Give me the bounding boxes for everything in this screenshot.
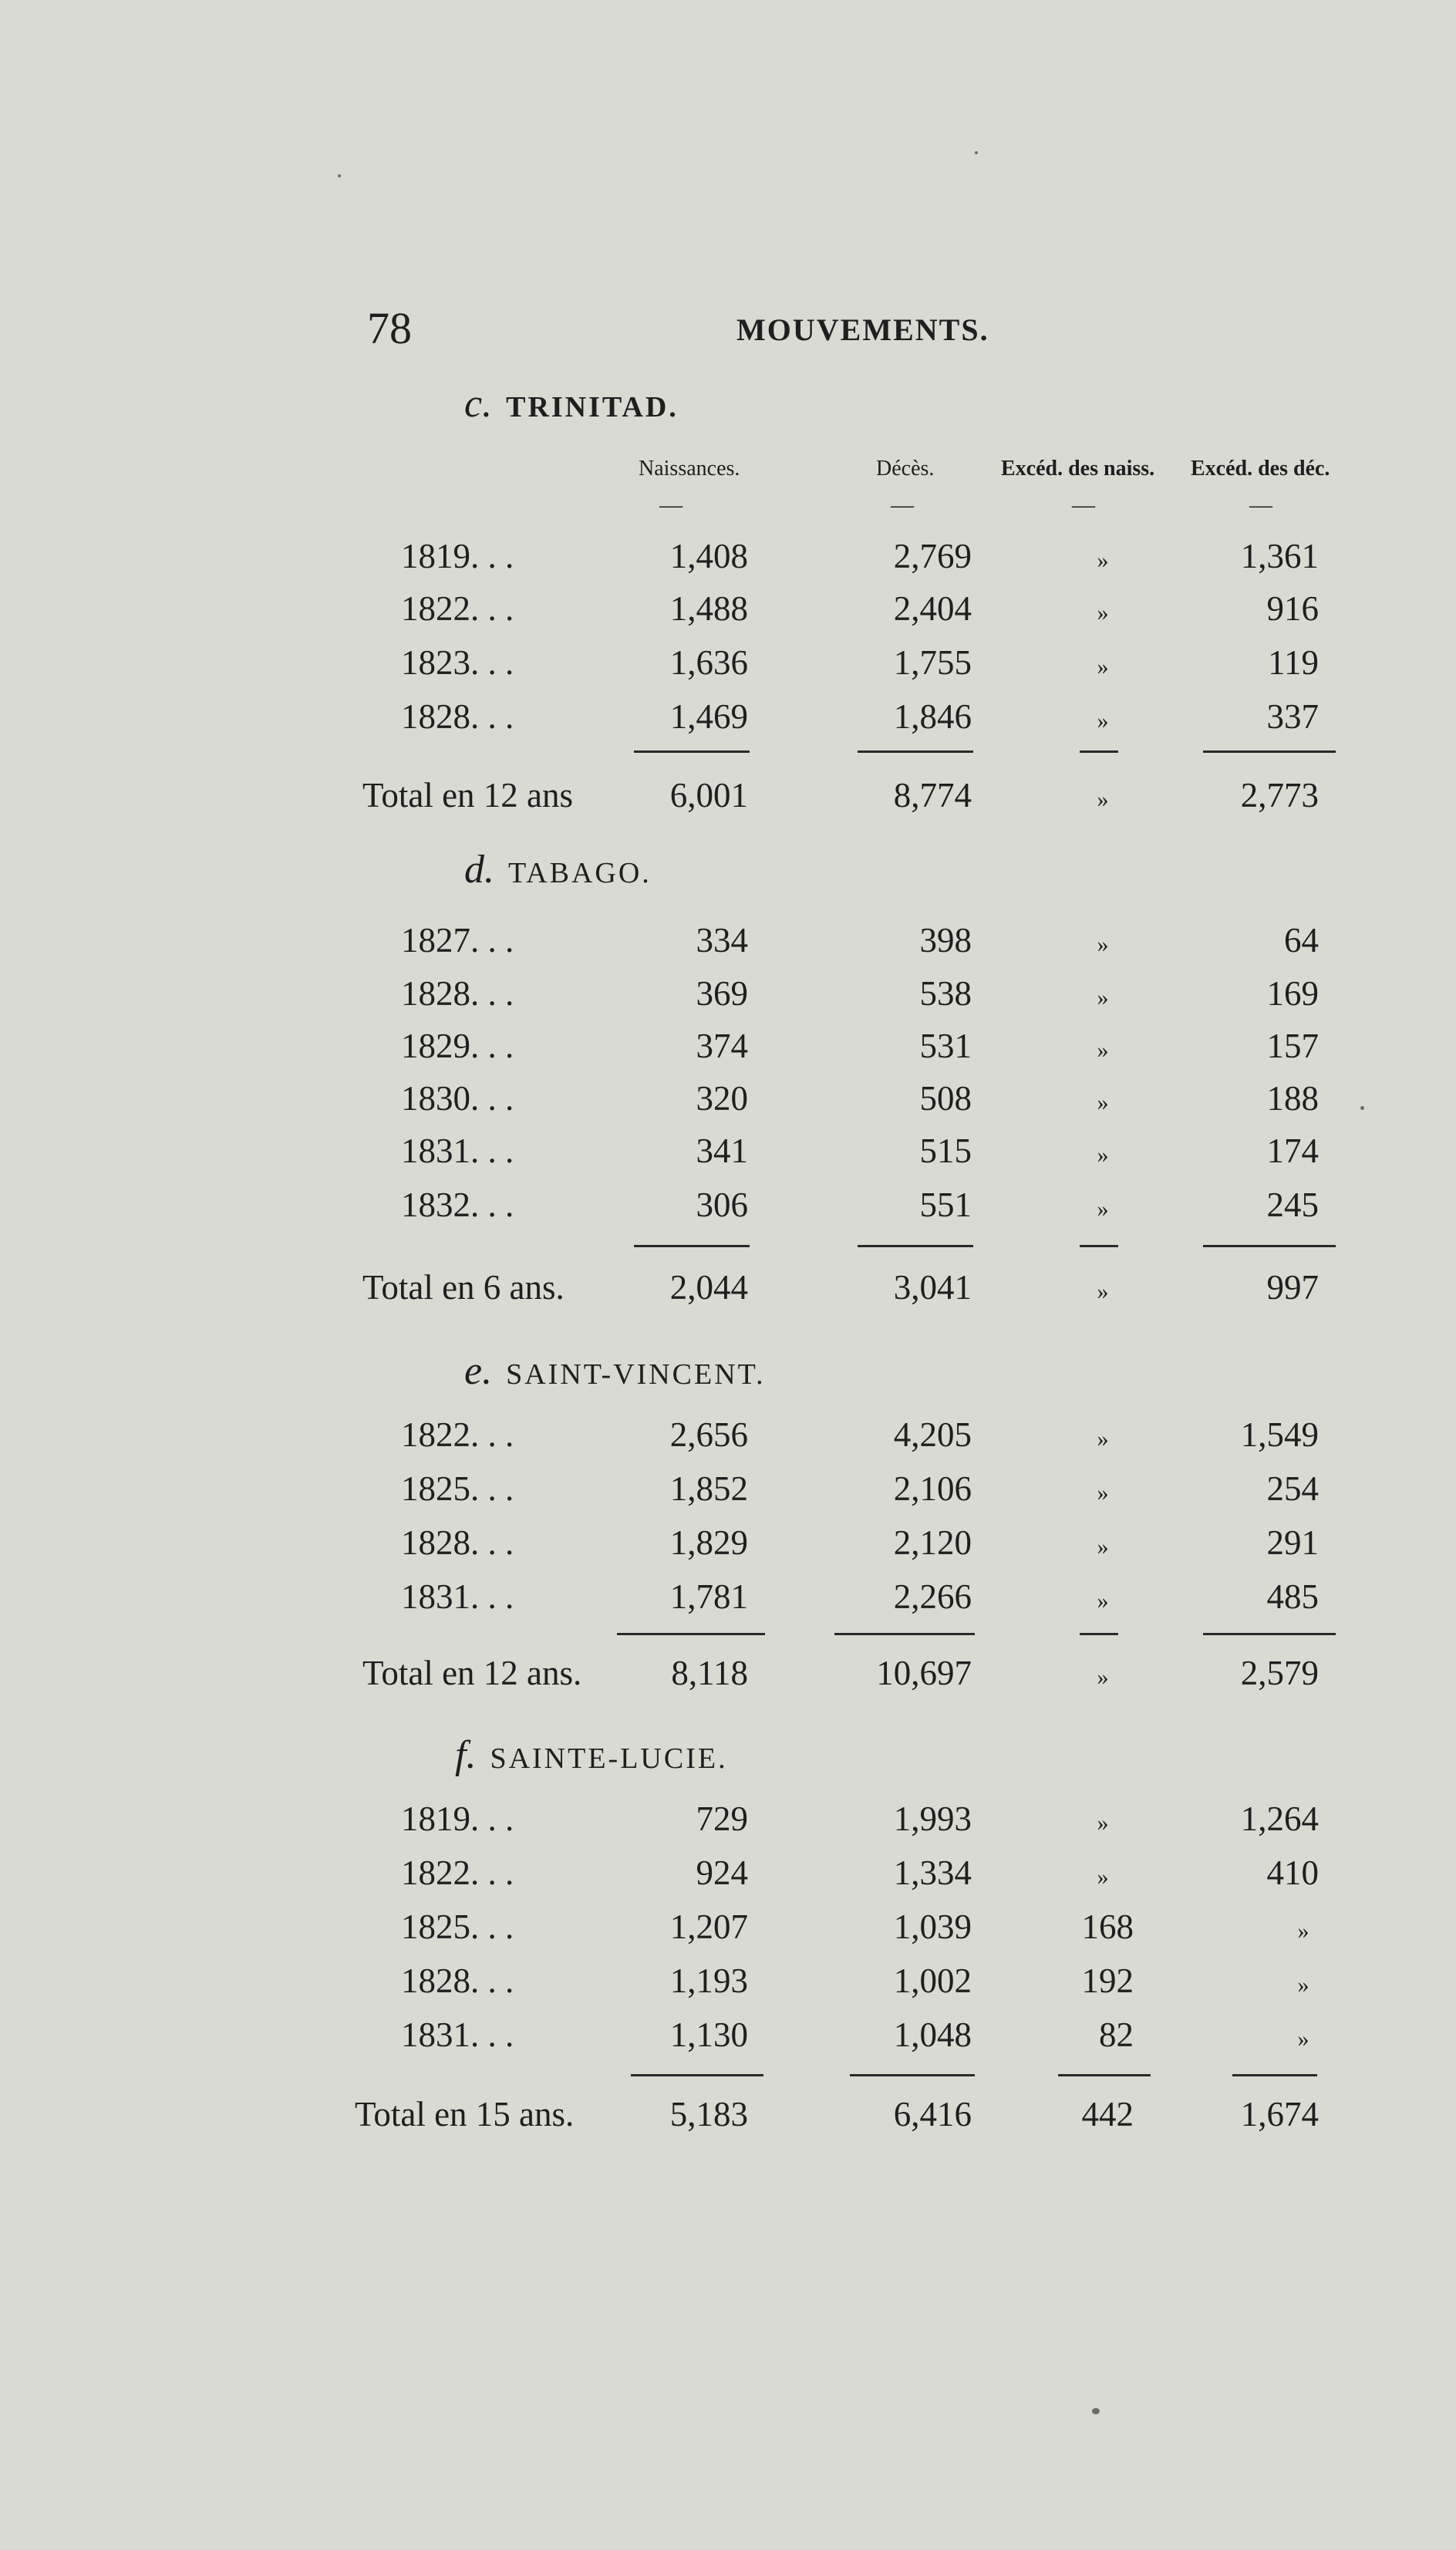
births-cell: 334 [696, 921, 748, 960]
sum-rule [1080, 1633, 1118, 1635]
excess-deaths-cell: 245 [1266, 1186, 1319, 1224]
year-cell: 1830. . . [401, 1079, 514, 1118]
deaths-cell: 2,404 [893, 589, 972, 628]
paper-speck [1360, 1106, 1364, 1110]
year-cell: 1823. . . [401, 643, 514, 682]
deaths-cell: 4,205 [893, 1415, 972, 1454]
excess-deaths-total: 2,579 [1240, 1654, 1319, 1692]
excess-births-cell: » [1097, 548, 1109, 573]
excess-births-total: 442 [1081, 2095, 1134, 2133]
excess-births-cell: » [1097, 1480, 1109, 1506]
births-cell: 1,207 [669, 1907, 748, 1946]
births-cell: 374 [696, 1027, 748, 1065]
excess-deaths-cell: 485 [1266, 1577, 1319, 1616]
excess-deaths-cell: 254 [1266, 1469, 1319, 1508]
section-heading-saint-vincent [464, 1348, 766, 1394]
section-heading-trinitad [464, 381, 679, 427]
excess-births-cell: 192 [1081, 1961, 1134, 2000]
births-cell: 1,636 [669, 643, 748, 682]
deaths-cell: 1,048 [893, 2015, 972, 2054]
excess-deaths-cell: » [1297, 2026, 1309, 2052]
excess-deaths-total: 2,773 [1240, 776, 1319, 815]
excess-deaths-cell: » [1297, 1918, 1309, 1944]
running-head: MOUVEMENTS. [736, 312, 989, 347]
deaths-cell: 538 [919, 974, 972, 1013]
total-label: Total en 12 ans [362, 776, 574, 815]
total-label: Total en 15 ans. [355, 2095, 575, 2133]
deaths-total: 8,774 [893, 776, 972, 815]
year-cell: 1828. . . [401, 697, 514, 736]
deaths-cell: 1,846 [893, 697, 972, 736]
paper-speck [975, 151, 978, 154]
deaths-cell: 2,120 [893, 1523, 972, 1562]
deaths-total: 3,041 [893, 1268, 972, 1307]
excess-births-cell: » [1097, 1588, 1109, 1614]
excess-births-total: » [1097, 1279, 1109, 1304]
section-heading-sainte-lucie [455, 1732, 728, 1778]
year-cell: 1832. . . [401, 1186, 514, 1224]
year-cell: 1825. . . [401, 1469, 514, 1508]
deaths-total: 6,416 [893, 2095, 972, 2133]
excess-births-total: » [1097, 1665, 1109, 1690]
section-letter: e. [464, 1349, 493, 1393]
year-cell: 1822. . . [401, 1415, 514, 1454]
excess-births-cell: » [1097, 1196, 1109, 1222]
section-name: SAINTE-LUCIE. [490, 1742, 728, 1775]
births-total: 5,183 [669, 2095, 748, 2133]
sum-rule [858, 750, 973, 753]
births-cell: 1,781 [669, 1577, 748, 1616]
excess-deaths-cell: 188 [1266, 1079, 1319, 1118]
deaths-cell: 1,039 [893, 1907, 972, 1946]
excess-deaths-cell: 119 [1268, 643, 1319, 682]
births-cell: 320 [696, 1079, 748, 1118]
deaths-cell: 508 [919, 1079, 972, 1118]
births-cell: 306 [696, 1186, 748, 1224]
excess-deaths-cell: 174 [1266, 1132, 1319, 1170]
section-letter: c. [464, 382, 493, 426]
excess-deaths-cell: 1,264 [1240, 1800, 1319, 1838]
sum-rule [834, 1633, 975, 1635]
excess-births-cell: » [1097, 1090, 1109, 1115]
column-dash: — [891, 492, 914, 518]
excess-births-cell: » [1097, 1810, 1109, 1836]
births-total: 2,044 [669, 1268, 748, 1307]
deaths-cell: 2,769 [893, 537, 972, 575]
excess-births-cell: » [1097, 1534, 1109, 1560]
column-dash: — [659, 492, 682, 518]
excess-births-cell: 168 [1081, 1907, 1134, 1946]
births-cell: 1,130 [669, 2015, 748, 2054]
sum-rule [1080, 750, 1118, 753]
sum-rule [1203, 750, 1336, 753]
sum-rule [850, 2074, 975, 2076]
deaths-cell: 1,755 [893, 643, 972, 682]
births-total: 6,001 [669, 776, 748, 815]
sum-rule [1203, 1245, 1336, 1247]
page-number: 78 [367, 303, 412, 353]
year-cell: 1831. . . [401, 1132, 514, 1170]
year-cell: 1827. . . [401, 921, 514, 960]
section-heading-tabago [464, 847, 652, 892]
births-cell: 1,469 [669, 697, 748, 736]
excess-deaths-cell: 157 [1266, 1027, 1319, 1065]
excess-births-total: » [1097, 787, 1109, 812]
deaths-cell: 531 [919, 1027, 972, 1065]
deaths-total: 10,697 [876, 1654, 972, 1692]
excess-deaths-cell: 1,549 [1240, 1415, 1319, 1454]
sum-rule [634, 1245, 750, 1247]
sum-rule [1203, 1633, 1336, 1635]
deaths-cell: 551 [919, 1186, 972, 1224]
section-name: TABAGO. [508, 857, 652, 889]
deaths-cell: 1,993 [893, 1800, 972, 1838]
paper-speck [338, 174, 341, 177]
excess-deaths-total: 1,674 [1240, 2095, 1319, 2133]
sum-rule [634, 750, 750, 753]
section-letter: f. [455, 1733, 477, 1777]
year-cell: 1831. . . [401, 2015, 514, 2054]
column-dash: — [1249, 492, 1272, 518]
total-label: Total en 12 ans. [362, 1654, 582, 1692]
excess-births-cell: » [1097, 1037, 1109, 1063]
births-cell: 2,656 [669, 1415, 748, 1454]
excess-deaths-total: 997 [1266, 1268, 1319, 1307]
deaths-cell: 2,106 [893, 1469, 972, 1508]
column-dash: — [1072, 492, 1095, 518]
column-header-births: Naissances. [639, 457, 740, 481]
excess-deaths-cell: 291 [1266, 1523, 1319, 1562]
year-cell: 1831. . . [401, 1577, 514, 1616]
births-cell: 341 [696, 1132, 748, 1170]
excess-births-cell: 82 [1099, 2015, 1134, 2054]
deaths-cell: 1,002 [893, 1961, 972, 2000]
excess-deaths-cell: 169 [1266, 974, 1319, 1013]
sum-rule [858, 1245, 973, 1247]
paper-speck [1092, 2408, 1100, 2414]
year-cell: 1825. . . [401, 1907, 514, 1946]
section-letter: d. [464, 848, 494, 892]
sum-rule [1080, 1245, 1118, 1247]
sum-rule [1232, 2074, 1317, 2076]
section-name: SAINT-VINCENT. [506, 1358, 766, 1391]
year-cell: 1819. . . [401, 1800, 514, 1838]
excess-births-cell: » [1097, 1142, 1109, 1168]
year-cell: 1822. . . [401, 589, 514, 628]
year-cell: 1828. . . [401, 974, 514, 1013]
births-cell: 729 [696, 1800, 748, 1838]
births-cell: 369 [696, 974, 748, 1013]
births-cell: 1,852 [669, 1469, 748, 1508]
total-label: Total en 6 ans. [362, 1268, 565, 1307]
excess-deaths-cell: 916 [1266, 589, 1319, 628]
year-cell: 1819. . . [401, 537, 514, 575]
deaths-cell: 398 [919, 921, 972, 960]
excess-births-cell: » [1097, 600, 1109, 626]
year-cell: 1828. . . [401, 1961, 514, 2000]
births-total: 8,118 [671, 1654, 748, 1692]
excess-deaths-cell: 1,361 [1240, 537, 1319, 575]
sum-rule [1058, 2074, 1151, 2076]
excess-births-cell: » [1097, 1864, 1109, 1890]
year-cell: 1828. . . [401, 1523, 514, 1562]
year-cell: 1829. . . [401, 1027, 514, 1065]
column-header-deaths: Décès. [876, 457, 935, 481]
births-cell: 924 [696, 1853, 748, 1892]
excess-births-cell: » [1097, 985, 1109, 1010]
births-cell: 1,829 [669, 1523, 748, 1562]
sum-rule [631, 2074, 763, 2076]
births-cell: 1,488 [669, 589, 748, 628]
excess-deaths-cell: » [1297, 1972, 1309, 1998]
births-cell: 1,193 [669, 1961, 748, 2000]
deaths-cell: 2,266 [893, 1577, 972, 1616]
excess-deaths-cell: 64 [1284, 921, 1319, 960]
sum-rule [617, 1633, 765, 1635]
excess-deaths-cell: 410 [1266, 1853, 1319, 1892]
excess-births-cell: » [1097, 1426, 1109, 1452]
excess-births-cell: » [1097, 708, 1109, 734]
column-header-excess-births: Excéd. des naiss. [1001, 457, 1155, 481]
excess-deaths-cell: 337 [1266, 697, 1319, 736]
births-cell: 1,408 [669, 537, 748, 575]
deaths-cell: 515 [919, 1132, 972, 1170]
excess-births-cell: » [1097, 654, 1109, 680]
deaths-cell: 1,334 [893, 1853, 972, 1892]
column-header-excess-deaths: Excéd. des déc. [1191, 457, 1330, 481]
excess-births-cell: » [1097, 932, 1109, 957]
section-name: TRINITAD. [506, 391, 679, 423]
year-cell: 1822. . . [401, 1853, 514, 1892]
